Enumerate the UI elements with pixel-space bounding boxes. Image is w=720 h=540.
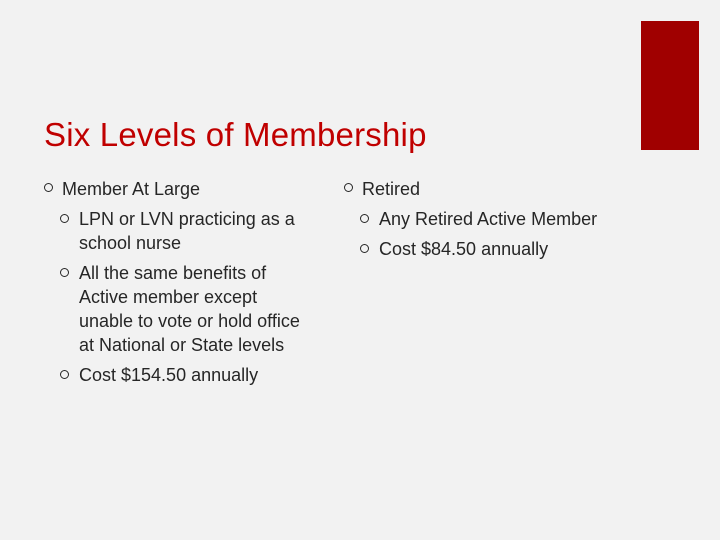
accent-block (641, 21, 699, 150)
circle-bullet-icon (344, 183, 353, 192)
right-column-heading-text: Retired (362, 179, 421, 199)
list-item (60, 207, 314, 255)
right-column-heading (344, 177, 614, 201)
list-item-text: Any Retired Active Member (379, 209, 598, 229)
circle-bullet-icon (44, 183, 53, 192)
list-item (60, 261, 314, 357)
right-column (344, 177, 614, 267)
left-column (44, 177, 314, 393)
left-column-heading (44, 177, 314, 201)
circle-bullet-icon (360, 244, 369, 253)
circle-bullet-icon (60, 214, 69, 223)
circle-bullet-icon (60, 268, 69, 277)
list-item-text: LPN or LVN practicing as a school nurse (79, 209, 295, 253)
list-item-text: All the same benefits of Active member except unable to vote or hold office at National or State levels (79, 263, 300, 355)
list-item (60, 363, 314, 387)
circle-bullet-icon (60, 370, 69, 379)
list-item (360, 207, 614, 231)
circle-bullet-icon (360, 214, 369, 223)
slide-title: Six Levels of Membership (44, 116, 427, 153)
left-column-heading-text: Member At Large (62, 179, 201, 199)
list-item-text: Cost $154.50 annually (79, 365, 259, 385)
list-item-text: Cost $84.50 annually (379, 239, 549, 259)
list-item (360, 237, 614, 261)
